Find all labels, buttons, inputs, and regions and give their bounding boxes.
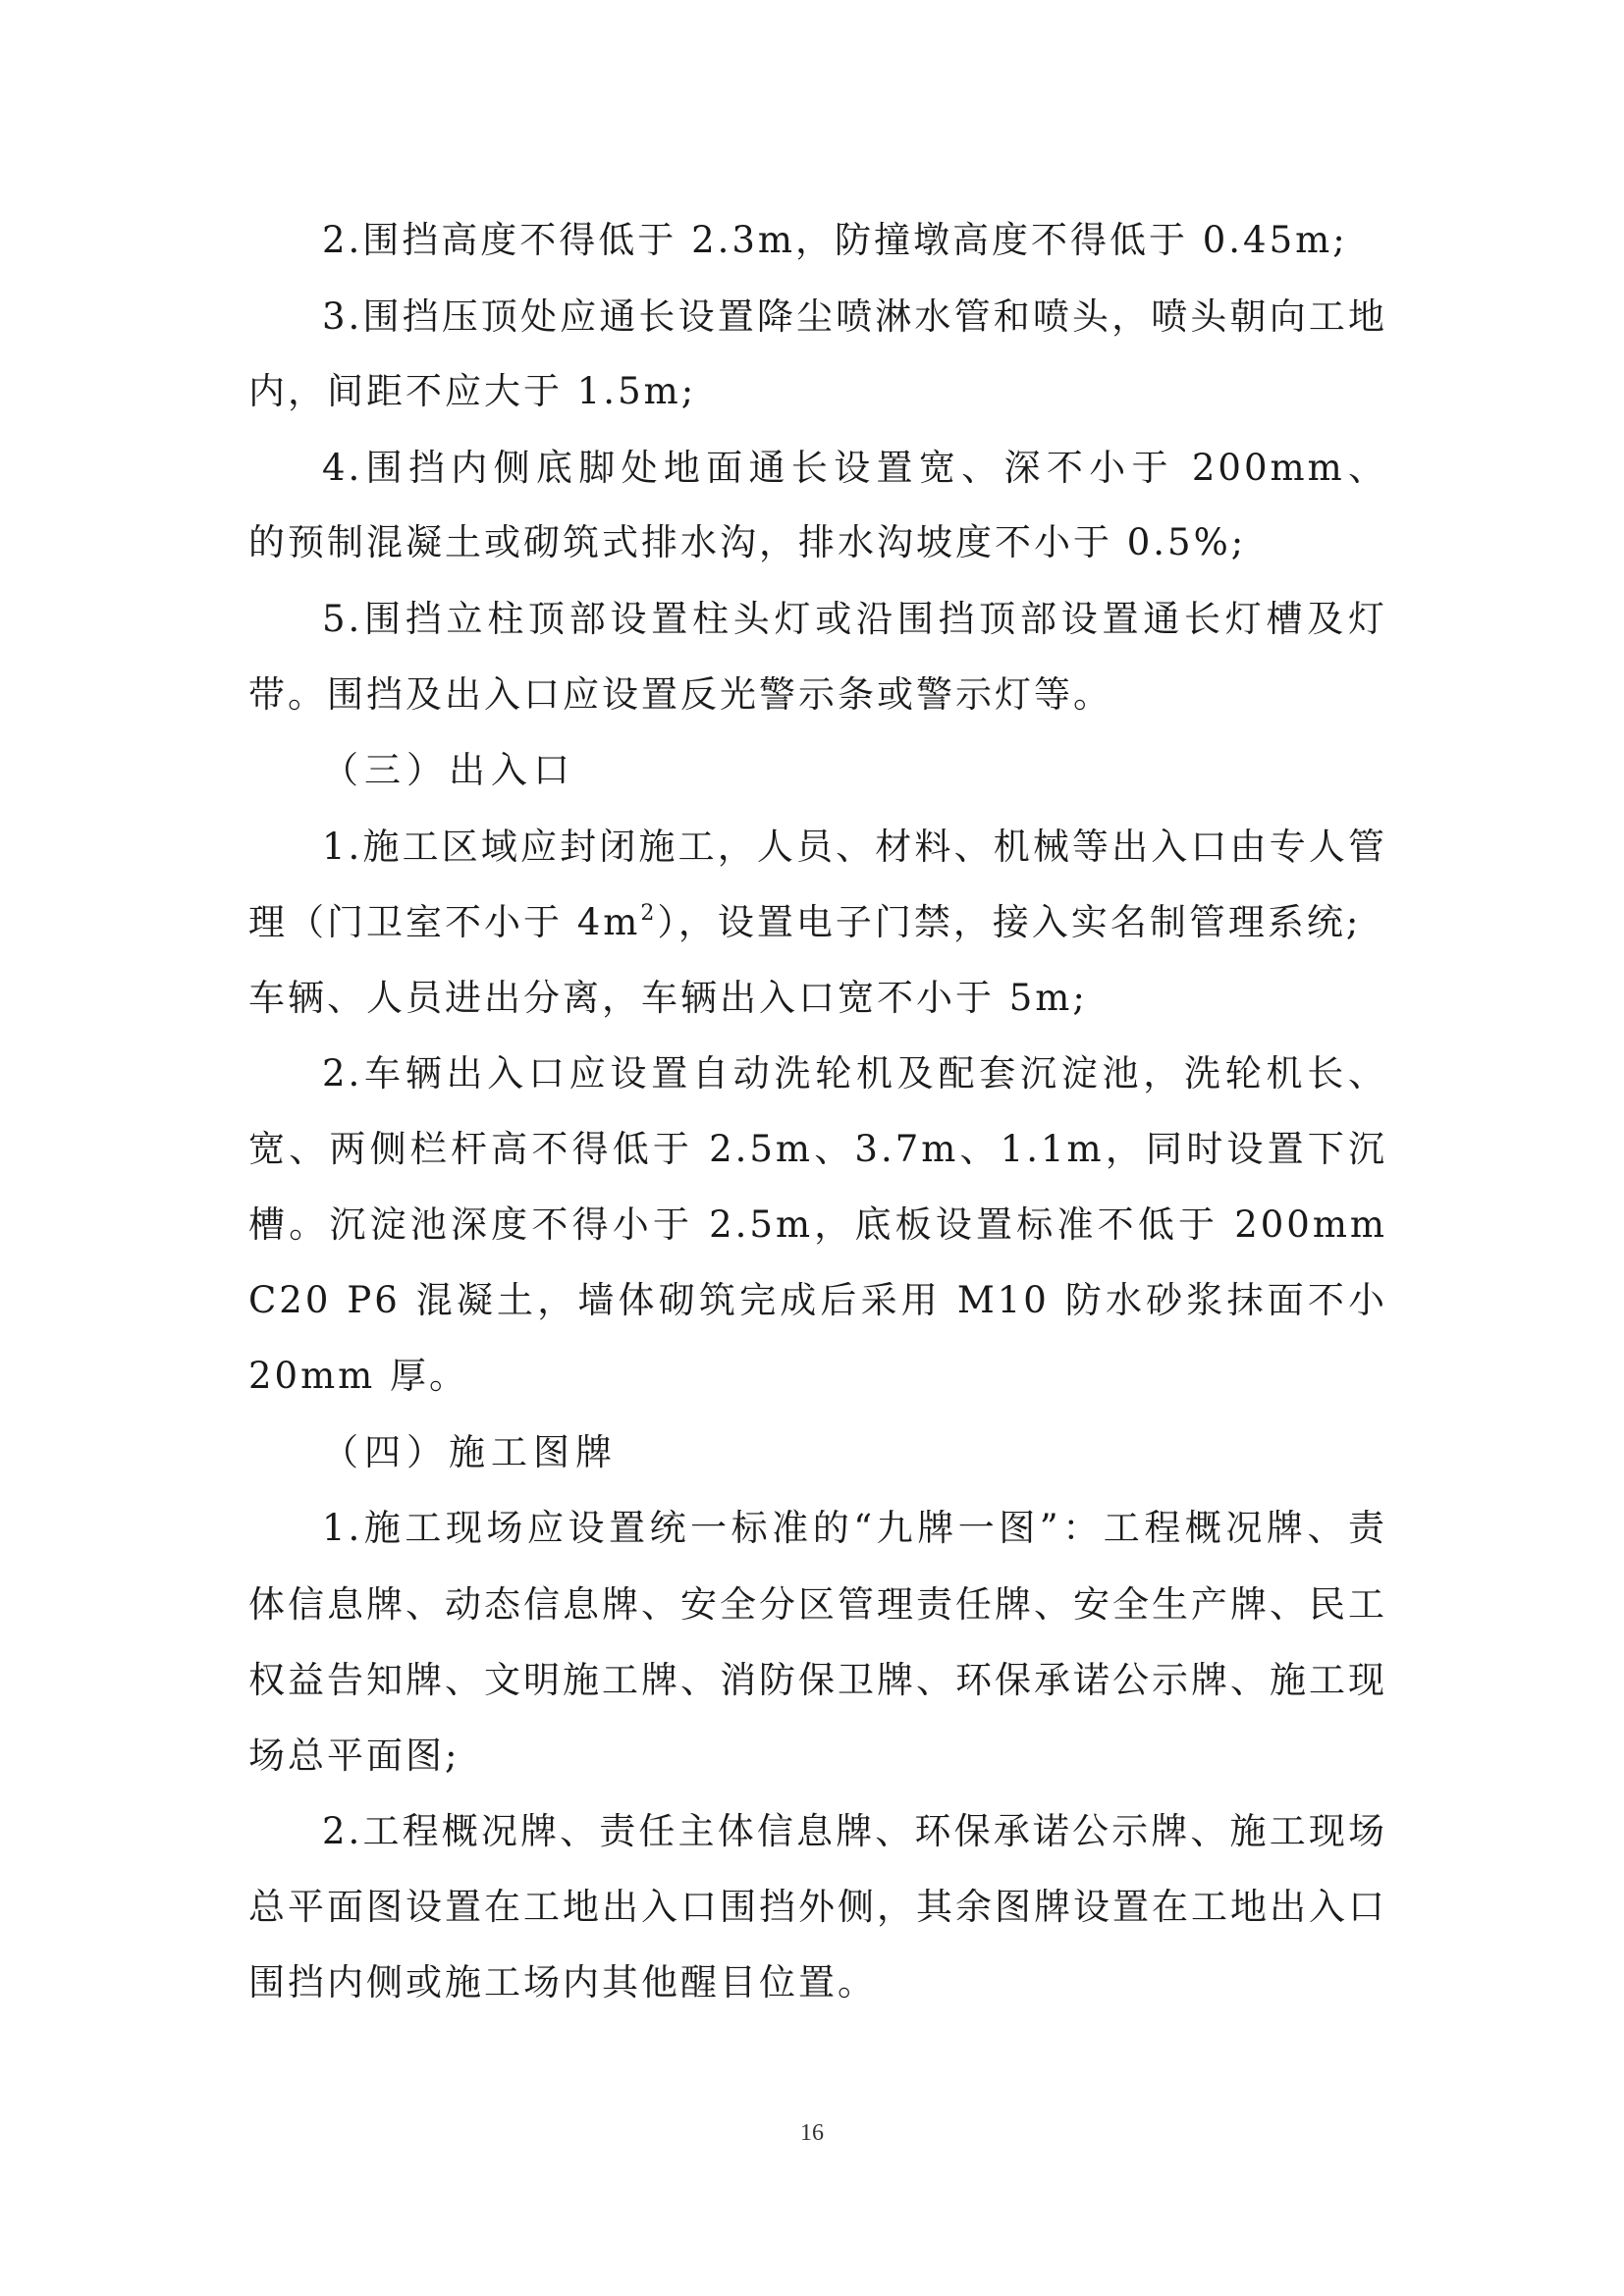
paragraph-line: C20 P6 混凝土，墙体砌筑完成后采用 M10 防水砂浆抹面不小 [248, 1279, 1387, 1321]
paragraph-line: 2.围挡高度不得低于 2.3m，防撞墩高度不得低于 0.45m; [322, 219, 1348, 261]
paragraph-line [248, 898, 1387, 947]
paragraph-line: 槽。沉淀池深度不得小于 2.5m，底板设置标准不低于 200mm [248, 1203, 1387, 1246]
paragraph-line: 2.工程概况牌、责任主体信息牌、环保承诺公示牌、施工现场 [322, 1810, 1387, 1852]
superscript: 2 [640, 900, 658, 926]
line-text: ），设置电子门禁，接入实名制管理系统; [657, 901, 1362, 943]
paragraph-line: 2.车辆出入口应设置自动洗轮机及配套沉淀池，洗轮机长、 [322, 1052, 1387, 1095]
paragraph-line: 的预制混凝土或砌筑式排水沟，排水沟坡度不小于 0.5%; [248, 521, 1247, 563]
page-number: 16 [800, 2120, 824, 2146]
paragraph-line: 围挡内侧或施工场内其他醒目位置。 [248, 1961, 877, 2003]
paragraph-line: 20mm 厚。 [248, 1355, 469, 1397]
section-heading: （三）出入口 [322, 749, 575, 791]
paragraph-line: 3.围挡压顶处应通长设置降尘喷淋水管和喷头，喷头朝向工地 [322, 295, 1387, 338]
paragraph-line: 场总平面图; [248, 1735, 460, 1777]
paragraph-line: 内，间距不应大于 1.5m; [248, 370, 697, 412]
paragraph-line: 5.围挡立柱顶部设置柱头灯或沿围挡顶部设置通长灯槽及灯 [322, 598, 1387, 640]
paragraph-line: 1.施工区域应封闭施工，人员、材料、机械等出入口由专人管 [322, 826, 1387, 868]
section-heading: （四）施工图牌 [322, 1431, 618, 1473]
paragraph-line: 1.施工现场应设置统一标准的“九牌一图”：工程概况牌、责 [322, 1507, 1387, 1549]
line-text: 理（门卫室不小于 4m [248, 901, 641, 943]
paragraph-line: 车辆、人员进出分离，车辆出入口宽不小于 5m; [248, 977, 1088, 1019]
paragraph-line: 体信息牌、动态信息牌、安全分区管理责任牌、安全生产牌、民工 [248, 1583, 1387, 1626]
paragraph-line: 4.围挡内侧底脚处地面通长设置宽、深不小于 200mm、 [322, 447, 1387, 489]
paragraph-line: 带。围挡及出入口应设置反光警示条或警示灯等。 [248, 673, 1112, 716]
paragraph-line: 总平面图设置在工地出入口围挡外侧，其余图牌设置在工地出入口 [248, 1886, 1387, 1928]
paragraph-line: 宽、两侧栏杆高不得低于 2.5m、3.7m、1.1m，同时设置下沉 [248, 1128, 1387, 1170]
paragraph-line: 权益告知牌、文明施工牌、消防保卫牌、环保承诺公示牌、施工现 [248, 1659, 1387, 1701]
